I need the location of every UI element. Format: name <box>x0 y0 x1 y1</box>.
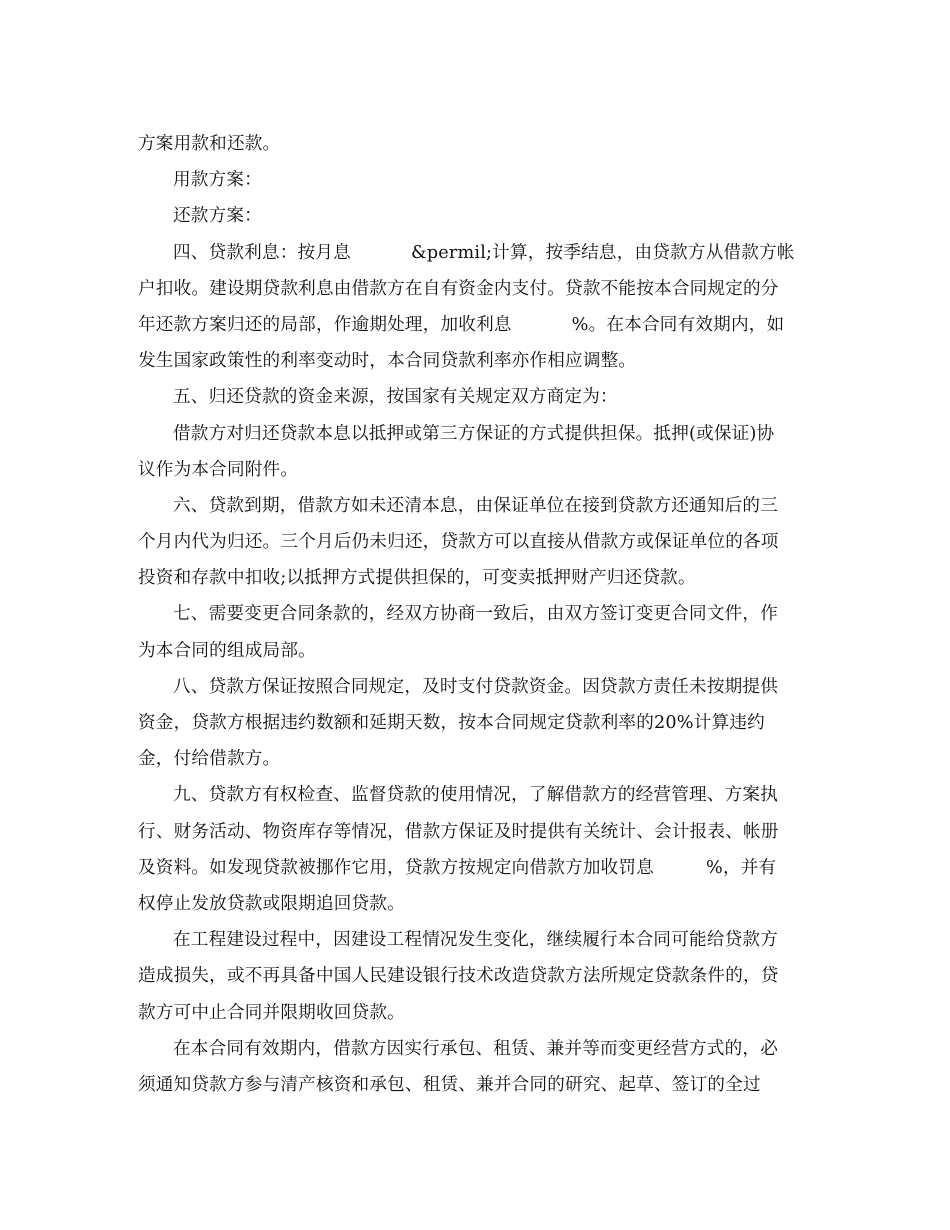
text-line: 投资和存款中扣收;以抵押方式提供担保的，可变卖抵押财产归还贷款。 <box>138 568 696 589</box>
clause-8-line: 八、贷款方保证按照合同规定，及时支付贷款资金。因贷款方责任未按期提供 <box>173 676 778 697</box>
clause-9-line: 九、贷款方有权检查、监督贷款的使用情况，了解借款方的经营管理、方案执 <box>173 785 778 806</box>
text-line: 还款方案： <box>173 206 262 227</box>
text-line: 款方可中止合同并限期收回贷款。 <box>138 1002 405 1023</box>
text-line: 行、财务活动、物资库存等情况，借款方保证及时提供有关统计、会计报表、帐册 <box>138 821 779 842</box>
text-line: 金，付给借款方。 <box>138 749 281 770</box>
text-segment: 年还款方案归还的局部，作逾期处理，加收利息 <box>138 314 512 335</box>
text-line: 须通知贷款方参与清产核资和承包、租赁、兼并合同的研究、起草、签订的全过 <box>138 1074 761 1095</box>
text-line: 议作为本合同附件。 <box>138 459 299 480</box>
text-line: 在本合同有效期内，借款方因实行承包、租赁、兼并等而变更经营方式的，必 <box>173 1038 778 1059</box>
text-line: 发生国家政策性的利率变动时，本合同贷款利率亦作相应调整。 <box>138 351 637 372</box>
text-line: 在工程建设过程中，因建设工程情况发生变化，继续履行本合同可能给贷款方 <box>173 930 778 951</box>
text-line: 用款方案： <box>173 170 262 191</box>
text-line: 户扣收。建设期贷款利息由借款方在自有资金内支付。贷款不能按本合同规定的分 <box>138 278 779 299</box>
clause-5-line: 五、归还贷款的资金来源，按国家有关规定双方商定为： <box>173 387 618 408</box>
text-line <box>138 307 810 343</box>
text-line: 借款方对归还贷款本息以抵押或第三方保证的方式提供担保。抵押(或保证)协 <box>173 423 775 444</box>
text-line: 资金，贷款方根据违约数额和延期天数，按本合同规定贷款利率的20%计算违约 <box>138 713 765 733</box>
text-segment: %。在本合同有效期内，如 <box>571 314 785 335</box>
text-line <box>138 850 810 886</box>
text-segment: %，并有 <box>706 857 777 878</box>
clause-4-line <box>138 235 810 271</box>
text-line: 方案用款和还款。 <box>138 134 281 154</box>
text-line: 为本合同的组成局部。 <box>138 640 316 661</box>
text-segment: &permil;计算，按季结息，由贷款方从借款方帐 <box>410 242 795 263</box>
text-line: 造成损失，或不再具备中国人民建设银行技术改造贷款方法所规定贷款条件的，贷 <box>138 966 779 987</box>
clause-6-line: 六、贷款到期，借款方如未还清本息，由保证单位在接到贷款方还通知后的三 <box>173 495 778 516</box>
text-line: 个月内代为归还。三个月后仍未归还，贷款方可以直接从借款方或保证单位的各项 <box>138 532 779 553</box>
text-line: 权停止发放贷款或限期追回贷款。 <box>138 893 405 914</box>
clause-7-line: 七、需要变更合同条款的，经双方协商一致后，由双方签订变更合同文件，作 <box>173 604 778 625</box>
text-segment: 四、贷款利息：按月息 <box>173 242 351 263</box>
text-segment: 及资料。如发现贷款被挪作它用，贷款方按规定向借款方加收罚息 <box>138 857 655 878</box>
contract-body <box>138 126 810 1103</box>
